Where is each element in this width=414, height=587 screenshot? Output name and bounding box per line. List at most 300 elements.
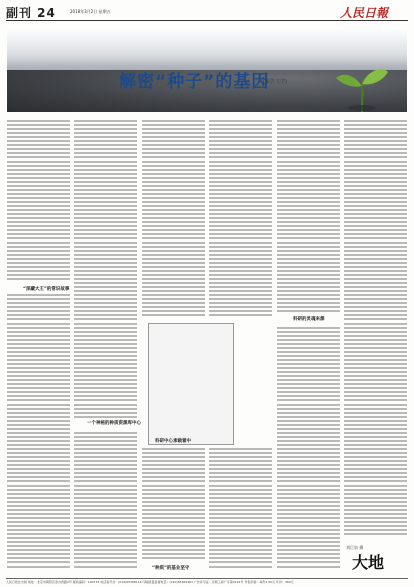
hero-image — [7, 26, 407, 112]
text-line — [74, 408, 137, 410]
text-line — [74, 323, 137, 325]
text-line — [344, 339, 407, 341]
text-line — [344, 444, 407, 446]
text-line — [74, 124, 137, 126]
text-line — [142, 148, 205, 150]
text-line — [142, 537, 205, 539]
text-line — [344, 399, 407, 401]
text-line — [344, 201, 407, 203]
text-line — [7, 448, 70, 450]
text-line — [74, 525, 137, 527]
text-line — [344, 375, 407, 377]
text-line — [277, 266, 340, 268]
text-line — [7, 395, 70, 397]
article-genre: (报告文学) — [263, 79, 287, 85]
text-line — [277, 294, 340, 296]
text-line — [7, 266, 70, 268]
text-line — [209, 237, 272, 239]
text-line — [209, 165, 272, 167]
text-line — [277, 408, 340, 410]
text-line — [277, 165, 340, 167]
text-line — [142, 156, 205, 158]
text-line — [344, 335, 407, 337]
text-line — [74, 480, 137, 482]
text-line — [74, 561, 137, 563]
text-line — [74, 549, 137, 551]
text-line — [277, 561, 340, 563]
text-line — [209, 213, 272, 215]
text-line — [74, 440, 137, 442]
text-line — [7, 557, 70, 559]
text-line — [142, 140, 205, 142]
text-line — [74, 217, 137, 219]
text-line — [277, 213, 340, 215]
subhead-1: “深藏大王”的常识故事 — [23, 287, 70, 292]
text-line — [7, 497, 70, 499]
text-line — [74, 254, 137, 256]
text-line — [142, 557, 205, 559]
text-line — [277, 448, 340, 450]
text-line — [209, 464, 272, 466]
text-line — [344, 233, 407, 235]
text-line — [7, 156, 70, 158]
text-line — [277, 537, 340, 539]
text-line — [344, 395, 407, 397]
text-line — [344, 185, 407, 187]
text-line — [344, 391, 407, 393]
text-line — [74, 156, 137, 158]
text-line — [277, 472, 340, 474]
text-line — [277, 549, 340, 551]
text-line — [277, 258, 340, 260]
text-line — [7, 302, 70, 304]
text-line — [277, 339, 340, 341]
text-line — [7, 432, 70, 434]
text-line — [7, 177, 70, 179]
text-line — [7, 193, 70, 195]
text-line — [344, 197, 407, 199]
text-line — [74, 290, 137, 292]
text-line — [344, 436, 407, 438]
text-line — [142, 209, 205, 211]
text-line — [142, 221, 205, 223]
text-line — [277, 525, 340, 527]
text-line — [344, 274, 407, 276]
text-line — [277, 416, 340, 418]
text-line — [142, 290, 205, 292]
text-line — [344, 258, 407, 260]
text-line — [74, 375, 137, 377]
text-line — [277, 225, 340, 227]
text-line — [142, 262, 205, 264]
text-line — [142, 472, 205, 474]
text-line — [7, 213, 70, 215]
text-line — [7, 197, 70, 199]
text-line — [74, 177, 137, 179]
text-line — [209, 541, 272, 543]
text-line — [277, 144, 340, 146]
text-line — [74, 221, 137, 223]
text-line — [209, 205, 272, 207]
text-line — [74, 412, 137, 414]
text-line — [344, 136, 407, 138]
text-line — [74, 383, 137, 385]
text-line — [142, 480, 205, 482]
text-line — [142, 278, 205, 280]
text-line — [74, 274, 137, 276]
text-line — [277, 529, 340, 531]
text-line — [209, 250, 272, 252]
text-line — [7, 513, 70, 515]
text-line — [344, 225, 407, 227]
text-line — [344, 209, 407, 211]
text-line — [7, 148, 70, 150]
text-line — [74, 335, 137, 337]
text-line — [277, 436, 340, 438]
text-line — [277, 201, 340, 203]
text-line — [7, 181, 70, 183]
text-line — [209, 177, 272, 179]
text-line — [7, 314, 70, 316]
text-line — [277, 298, 340, 300]
text-line — [7, 225, 70, 227]
text-line — [277, 237, 340, 239]
text-line — [277, 331, 340, 333]
text-line — [74, 452, 137, 454]
text-line — [74, 404, 137, 406]
text-line — [344, 302, 407, 304]
text-line — [74, 399, 137, 401]
text-line — [344, 173, 407, 175]
text-line — [74, 359, 137, 361]
text-line — [74, 270, 137, 272]
text-line — [142, 185, 205, 187]
text-line — [209, 493, 272, 495]
text-line — [74, 128, 137, 130]
text-line — [7, 165, 70, 167]
text-line — [277, 209, 340, 211]
text-line — [344, 120, 407, 122]
text-line — [7, 161, 70, 163]
text-line — [142, 464, 205, 466]
text-line — [74, 493, 137, 495]
text-line — [7, 278, 70, 280]
text-line — [277, 395, 340, 397]
text-line — [277, 161, 340, 163]
text-line — [7, 424, 70, 426]
text-line — [344, 371, 407, 373]
text-line — [344, 237, 407, 239]
text-line — [209, 209, 272, 211]
text-line — [142, 144, 205, 146]
text-line — [142, 266, 205, 268]
text-line — [74, 501, 137, 503]
text-line — [277, 181, 340, 183]
text-line — [209, 549, 272, 551]
text-line — [344, 298, 407, 300]
text-line — [344, 412, 407, 414]
text-line — [277, 444, 340, 446]
text-line — [142, 242, 205, 244]
text-line — [277, 391, 340, 393]
text-line — [7, 472, 70, 474]
text-line — [277, 148, 340, 150]
text-line — [74, 132, 137, 134]
text-line — [344, 432, 407, 434]
text-line — [7, 416, 70, 418]
text-line — [277, 428, 340, 430]
text-line — [74, 282, 137, 284]
text-line — [74, 436, 137, 438]
text-line — [74, 258, 137, 260]
text-line — [209, 513, 272, 515]
text-line — [209, 525, 272, 527]
newspaper-logo: 人民日報 — [339, 6, 388, 20]
text-line — [142, 169, 205, 171]
text-line — [74, 197, 137, 199]
text-line — [344, 448, 407, 450]
text-line — [74, 193, 137, 195]
text-line — [74, 148, 137, 150]
text-line — [209, 169, 272, 171]
text-line — [7, 185, 70, 187]
text-line — [277, 262, 340, 264]
text-line — [74, 363, 137, 365]
text-line — [74, 351, 137, 353]
text-line — [142, 254, 205, 256]
text-line — [74, 225, 137, 227]
text-line — [277, 302, 340, 304]
text-line — [277, 310, 340, 312]
text-line — [277, 489, 340, 491]
text-line — [277, 189, 340, 191]
text-line — [74, 537, 137, 539]
text-line — [209, 270, 272, 272]
text-line — [344, 217, 407, 219]
page-footer: 人民日报社出版 地址：北京市朝阳区金台西路2号 邮政编码：100733 电话查号台：(010)65368114 印刷质量监督电话：(010)65369463 广告许可证：京朝工商广字第0124号 零售价格：每份1.50元 年价：360元 — [6, 578, 408, 586]
text-line — [209, 262, 272, 264]
text-line — [74, 310, 137, 312]
text-line — [277, 383, 340, 385]
text-line — [209, 128, 272, 130]
text-line — [209, 217, 272, 219]
text-line — [74, 246, 137, 248]
text-line — [277, 229, 340, 231]
text-line — [209, 537, 272, 539]
text-line — [7, 250, 70, 252]
text-line — [74, 416, 137, 418]
text-line — [142, 161, 205, 163]
text-line — [74, 485, 137, 487]
text-line — [277, 124, 340, 126]
text-line — [209, 152, 272, 154]
text-line — [344, 193, 407, 195]
text-line — [7, 436, 70, 438]
text-line — [74, 201, 137, 203]
text-line — [142, 152, 205, 154]
text-line — [277, 480, 340, 482]
text-line — [344, 161, 407, 163]
text-line — [209, 452, 272, 454]
text-line — [74, 144, 137, 146]
text-line — [142, 517, 205, 519]
text-line — [344, 529, 407, 531]
subhead-4: “种质”的基业坚守 — [152, 566, 190, 571]
subhead-2: 一个神秘的种质资源库中心 — [87, 421, 141, 426]
text-line — [142, 513, 205, 515]
text-line — [74, 387, 137, 389]
text-line — [7, 517, 70, 519]
text-line — [74, 250, 137, 252]
text-line — [277, 128, 340, 130]
text-line — [344, 189, 407, 191]
text-line — [74, 161, 137, 163]
text-line — [277, 290, 340, 292]
text-line — [344, 270, 407, 272]
text-line — [277, 250, 340, 252]
text-line — [209, 286, 272, 288]
article-body — [7, 118, 407, 570]
text-line — [209, 197, 272, 199]
text-line — [7, 136, 70, 138]
column-name: 大地 — [352, 553, 385, 572]
text-line — [142, 136, 205, 138]
text-line — [209, 274, 272, 276]
text-line — [7, 310, 70, 312]
text-line — [277, 521, 340, 523]
text-line — [344, 359, 407, 361]
text-line — [277, 497, 340, 499]
text-line — [277, 173, 340, 175]
text-line — [277, 509, 340, 511]
text-line — [277, 363, 340, 365]
text-line — [277, 152, 340, 154]
text-line — [142, 533, 205, 535]
text-line — [7, 387, 70, 389]
text-line — [142, 314, 205, 316]
text-line — [277, 424, 340, 426]
text-line — [74, 286, 137, 288]
text-line — [7, 464, 70, 466]
text-line — [74, 379, 137, 381]
text-line — [344, 306, 407, 308]
text-line — [277, 399, 340, 401]
text-line — [344, 294, 407, 296]
text-line — [344, 387, 407, 389]
text-line — [277, 156, 340, 158]
text-line — [344, 124, 407, 126]
text-line — [209, 229, 272, 231]
text-line — [74, 306, 137, 308]
text-line — [7, 209, 70, 211]
text-line — [142, 197, 205, 199]
text-line — [344, 331, 407, 333]
text-line — [209, 181, 272, 183]
text-line — [209, 557, 272, 559]
text-line — [142, 485, 205, 487]
text-line — [277, 233, 340, 235]
text-line — [277, 452, 340, 454]
text-line — [344, 323, 407, 325]
text-line — [344, 246, 407, 248]
text-line — [277, 375, 340, 377]
text-line — [209, 566, 272, 568]
text-line — [142, 476, 205, 478]
text-line — [344, 533, 407, 535]
text-line — [344, 460, 407, 462]
text-line — [209, 489, 272, 491]
text-line — [142, 310, 205, 312]
text-line — [74, 444, 137, 446]
text-line — [277, 493, 340, 495]
text-line — [7, 408, 70, 410]
text-line — [344, 351, 407, 353]
text-line — [344, 177, 407, 179]
text-line — [74, 205, 137, 207]
text-line — [344, 383, 407, 385]
text-line — [344, 327, 407, 329]
text-line — [277, 197, 340, 199]
text-line — [7, 343, 70, 345]
text-line — [344, 286, 407, 288]
text-line — [74, 294, 137, 296]
text-line — [7, 489, 70, 491]
text-line — [7, 412, 70, 414]
text-line — [209, 553, 272, 555]
text-line — [277, 367, 340, 369]
text-line — [277, 335, 340, 337]
text-line — [344, 416, 407, 418]
text-line — [209, 476, 272, 478]
text-line — [277, 456, 340, 458]
page-header — [6, 4, 408, 20]
text-line — [142, 217, 205, 219]
text-line — [7, 363, 70, 365]
text-line — [209, 156, 272, 158]
text-line — [7, 468, 70, 470]
subhead-5: 科研的灵魂来源 — [293, 317, 325, 322]
text-line — [74, 339, 137, 341]
text-line — [7, 566, 70, 568]
text-line — [74, 464, 137, 466]
text-line — [209, 132, 272, 134]
text-line — [142, 233, 205, 235]
text-line — [74, 298, 137, 300]
text-line — [277, 140, 340, 142]
text-line — [74, 242, 137, 244]
text-line — [277, 274, 340, 276]
text-line — [142, 448, 205, 450]
text-line — [74, 517, 137, 519]
text-line — [74, 347, 137, 349]
text-line — [142, 505, 205, 507]
text-line — [142, 124, 205, 126]
text-line — [209, 302, 272, 304]
text-line — [277, 217, 340, 219]
text-line — [344, 509, 407, 511]
text-line — [209, 161, 272, 163]
text-line — [74, 513, 137, 515]
text-line — [142, 541, 205, 543]
text-line — [209, 480, 272, 482]
text-line — [74, 367, 137, 369]
text-line — [7, 298, 70, 300]
text-line — [344, 343, 407, 345]
text-line — [277, 177, 340, 179]
text-line — [209, 148, 272, 150]
text-line — [277, 485, 340, 487]
text-line — [7, 440, 70, 442]
